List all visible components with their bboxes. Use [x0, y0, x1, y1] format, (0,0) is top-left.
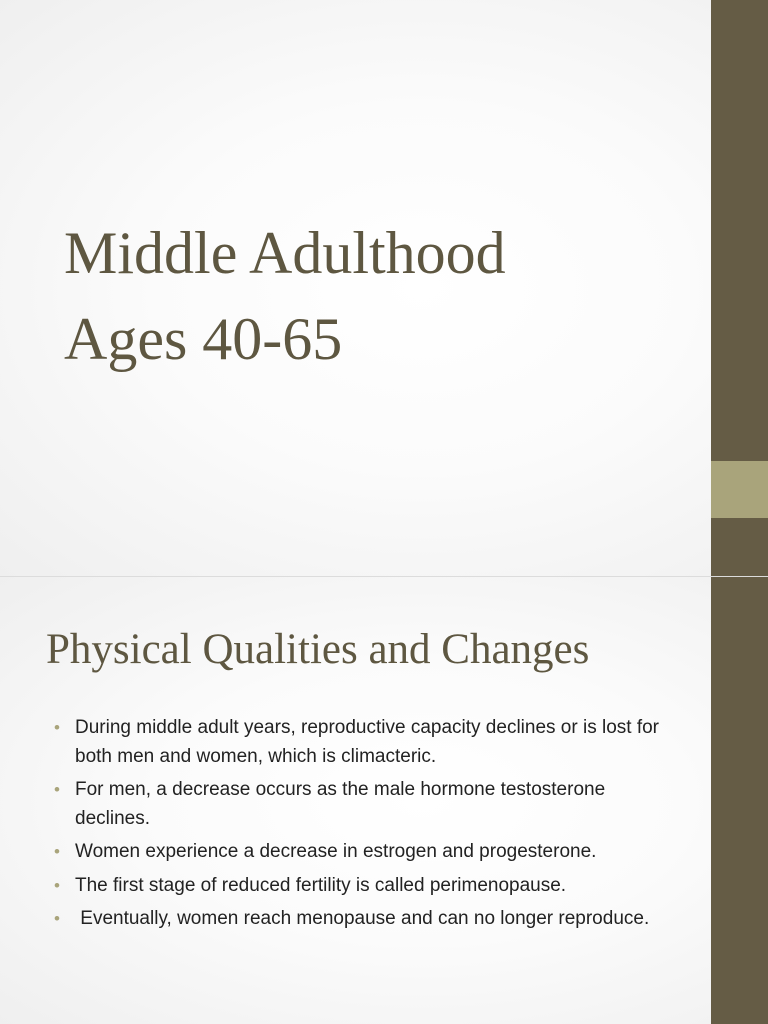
bullet-icon: • [54, 842, 60, 861]
list-item [54, 838, 684, 867]
decorative-side-bar [711, 577, 768, 1024]
bullet-icon: • [54, 718, 60, 737]
decorative-side-accent [711, 461, 768, 518]
bullet-icon: • [54, 909, 60, 928]
section-heading: Physical Qualities and Changes [46, 626, 590, 673]
list-item [54, 905, 684, 934]
bullet-text: The first stage of reduced fertility is called perimenopause. [75, 874, 567, 896]
slide-title-heading [64, 210, 664, 382]
list-item [54, 872, 684, 901]
bullet-icon: • [54, 875, 60, 895]
bullet-text: During middle adult years, reproductive capacity declines or is lost for both men and women, which is climacteric. [75, 717, 659, 767]
bullet-list [54, 714, 684, 939]
list-item [54, 714, 684, 771]
bullet-text: Eventually, women reach menopause and can no longer reproduce. [75, 908, 650, 929]
title-line-2: Ages 40-65 [64, 306, 343, 372]
bullet-icon: • [54, 780, 60, 799]
bullet-text: Women experience a decrease in estrogen and progesterone. [75, 841, 597, 862]
title-line-1: Middle Adulthood [64, 220, 506, 286]
bullet-text: For men, a decrease occurs as the male hormone testosterone declines. [75, 779, 606, 829]
list-item [54, 776, 684, 833]
